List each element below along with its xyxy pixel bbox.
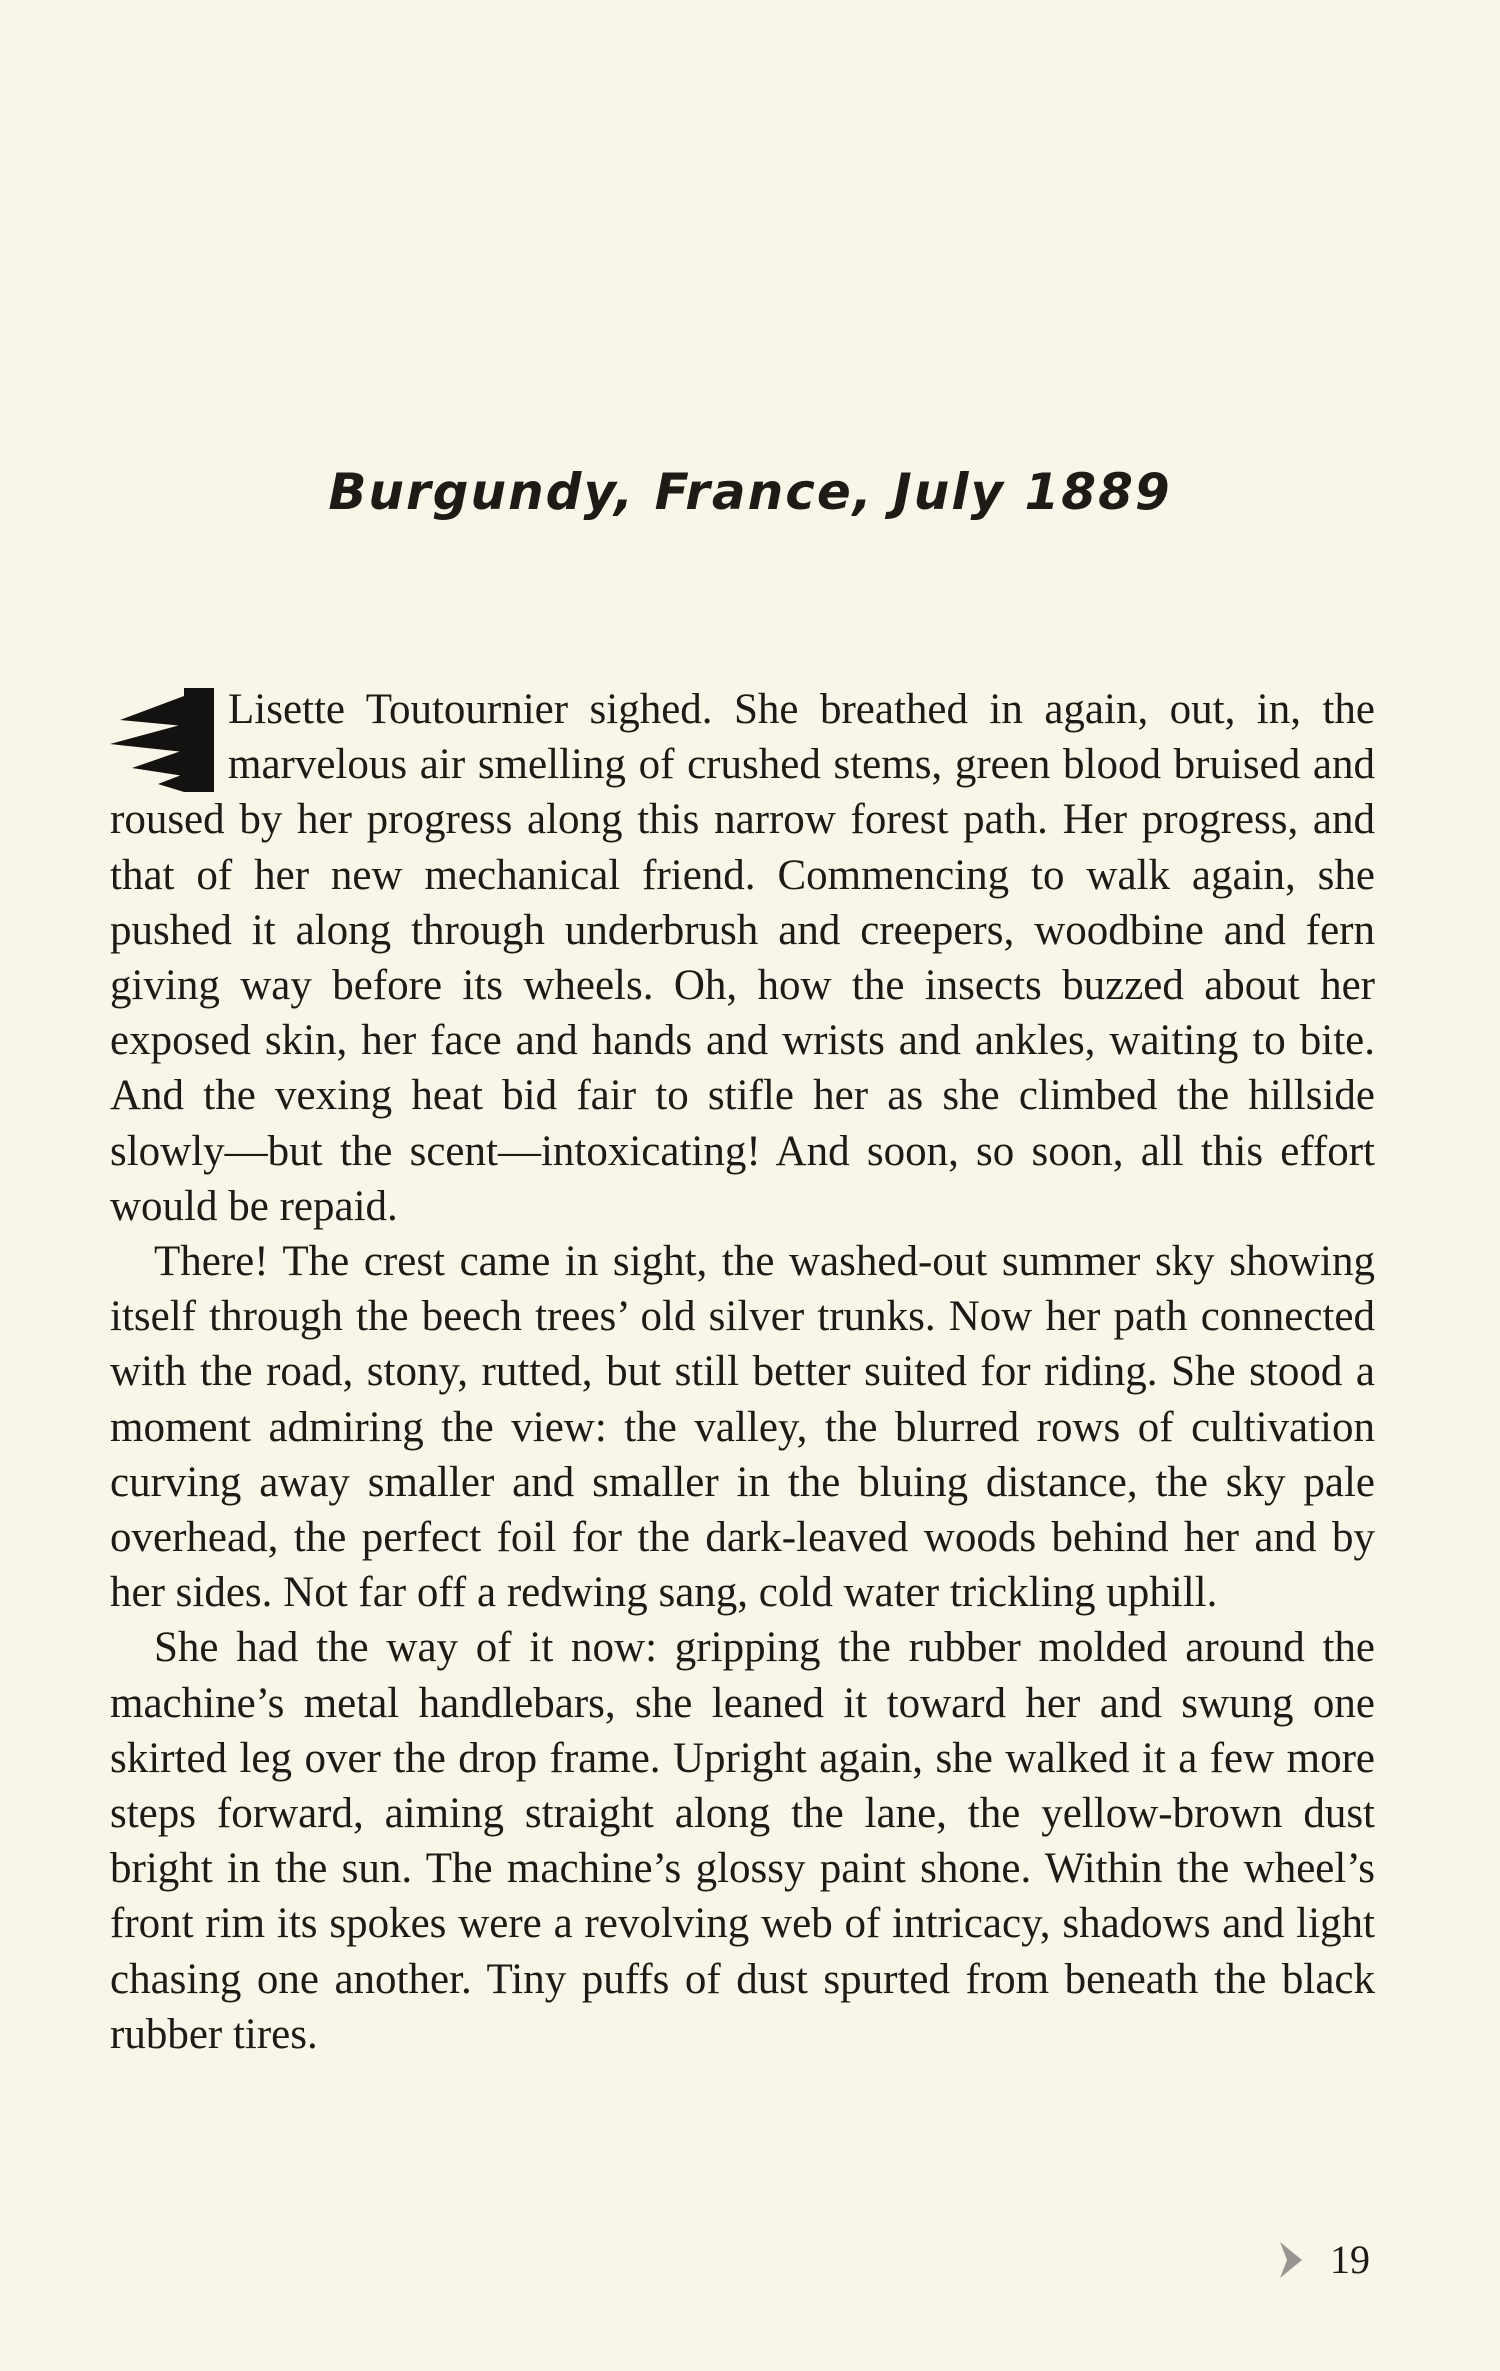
arrow-right-icon — [1278, 2240, 1304, 2280]
paragraph-3: She had the way of it now: gripping the rubber molded around the machine’s metal handlebars, she leaned it toward her and swung one skirted leg over the drop frame. Upright again, she walked it a few more steps forward, aiming straight along the lane, the yellow-brown dust bright in the sun. The machine’s glossy paint shone. Within the wheel’s front rim its spokes were a revolving web of intricacy, shadows and light chasing one another. Tiny puffs of dust spurted from beneath the black rubber tires. — [110, 1624, 1375, 2058]
paragraph-1-text: Lisette Toutournier sighed. She breathed in again, out, in, the marvelous air smelling of crushed stems, green blood bruised and roused by her progress along this narrow forest path. Her progress, and that of her new mechanical friend. Commencing to walk again, she pushed it along through underbrush and creepers, woodbine and fern giving way before its wheels. Oh, how the insects buzzed about her exposed skin, her face and hands and wrists and ankles, waiting to bite. And the vexing heat bid fair to stifle her as she climbed the hillside slowly—but the scent—intoxicating! And soon, so soon, all this effort would be repaid. — [110, 686, 1375, 1230]
page-number: 19 — [1330, 2237, 1370, 2282]
body-text — [110, 682, 1375, 2062]
paragraph-1 — [110, 682, 1375, 1234]
chapter-heading: Burgundy, France, July 1889 — [328, 463, 1172, 521]
chapter-ornament-icon — [110, 688, 214, 792]
paragraph-2: There! The crest came in sight, the washed-out summer sky showing itself through the beech trees’ old silver trunks. Now her path connected with the road, stony, rutted, but still better suited for riding. She stood a moment admiring the view: the valley, the blurred rows of cultivation curving away smaller and smaller in the bluing distance, the sky pale overhead, the perfect foil for the dark-leaved woods behind her and by her sides. Not far off a redwing sang, cold water trickling uphill. — [110, 1238, 1375, 1617]
page-footer — [1278, 2230, 1370, 2290]
